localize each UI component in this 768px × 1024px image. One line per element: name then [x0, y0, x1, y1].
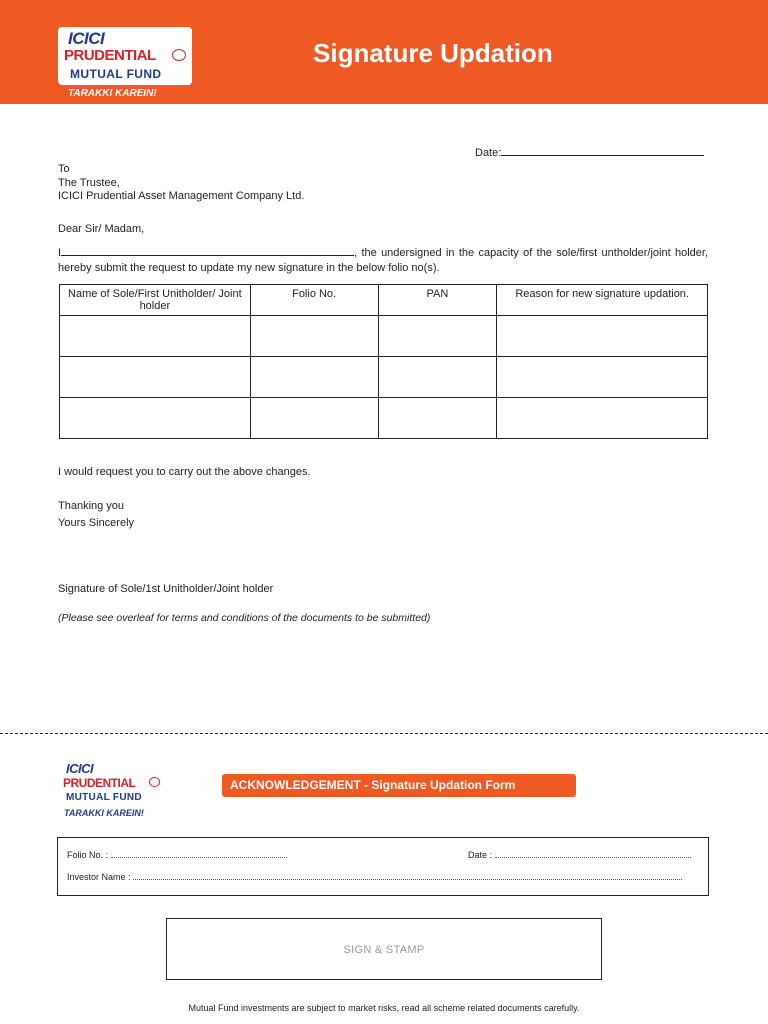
logo-tagline: TARAKKI KAREIN!	[68, 88, 157, 99]
col-header-pan: PAN	[378, 285, 497, 316]
overleaf-note: (Please see overleaf for terms and conditions of the documents to be submitted)	[58, 612, 431, 624]
request-paragraph	[58, 246, 708, 276]
cell-name[interactable]	[60, 398, 251, 439]
cell-reason[interactable]	[497, 316, 708, 357]
ack-date-dots	[495, 850, 691, 858]
logo-icici-text: ICICI	[68, 29, 105, 48]
cell-folio[interactable]	[250, 357, 378, 398]
logo-mutual-fund-text: MUTUAL FUND	[66, 792, 142, 803]
logo-swirl-icon	[149, 777, 160, 787]
logo-icici-text: ICICI	[66, 761, 94, 776]
col-header-reason: Reason for new signature updation.	[497, 285, 708, 316]
footer-disclaimer: Mutual Fund investments are subject to market risks, read all scheme related documents carefully.	[188, 1003, 580, 1013]
cell-pan[interactable]	[378, 398, 497, 439]
ack-investor-dots	[133, 872, 682, 880]
request-text: , the undersigned in the capacity of the sole/first untholder/joint holder, hereby submit the request to update my new signature in the below folio no(s).	[58, 247, 708, 274]
company-name: ICICI Prudential Asset Management Company Ltd.	[58, 190, 305, 202]
logo-prudential-text: PRUDENTIAL	[63, 776, 136, 790]
cell-pan[interactable]	[378, 316, 497, 357]
ack-folio-label: Folio No. :	[67, 850, 109, 860]
page-title: Signature Updation	[313, 38, 553, 68]
logo-tagline: TARAKKI KAREIN!	[64, 808, 144, 818]
ack-folio-dots	[111, 850, 287, 858]
col-header-folio: Folio No.	[250, 285, 378, 316]
logo-swirl-icon	[172, 49, 186, 61]
cell-name[interactable]	[60, 357, 251, 398]
addressee: The Trustee,	[58, 177, 120, 189]
col-header-name: Name of Sole/First Unitholder/ Joint holder	[60, 285, 251, 316]
icici-prudential-logo-small	[58, 760, 164, 818]
table-header-row	[60, 285, 708, 316]
ack-folio-field[interactable]	[67, 850, 287, 860]
table-row	[60, 316, 708, 357]
cut-line	[0, 733, 768, 734]
ack-date-field[interactable]	[468, 850, 691, 860]
cell-name[interactable]	[60, 316, 251, 357]
logo-mutual-fund-text: MUTUAL FUND	[70, 67, 162, 81]
cell-folio[interactable]	[250, 398, 378, 439]
logo-prudential-text: PRUDENTIAL	[64, 47, 156, 64]
cell-folio[interactable]	[250, 316, 378, 357]
acknowledgement-title: ACKNOWLEDGEMENT - Signature Updation Form	[222, 774, 576, 797]
signature-label: Signature of Sole/1st Unitholder/Joint holder	[58, 583, 274, 595]
ack-investor-field[interactable]	[67, 872, 682, 882]
date-line	[501, 147, 704, 156]
cell-reason[interactable]	[497, 357, 708, 398]
cell-pan[interactable]	[378, 357, 497, 398]
table-row	[60, 398, 708, 439]
date-label: Date:	[475, 147, 502, 159]
salutation: Dear Sir/ Madam,	[58, 223, 145, 235]
request-prefix: I	[58, 247, 62, 259]
header-band	[0, 0, 768, 104]
acknowledgement-box	[57, 837, 709, 896]
table-row	[60, 357, 708, 398]
icici-prudential-logo	[58, 27, 192, 99]
thanks-text: Thanking you	[58, 500, 125, 512]
ack-date-label: Date :	[468, 850, 493, 860]
sign-off-text: Yours Sincerely	[58, 517, 135, 529]
date-field[interactable]	[475, 147, 704, 159]
name-fill-line[interactable]	[61, 247, 354, 256]
to-label: To	[58, 163, 70, 175]
sign-stamp-label: SIGN & STAMP	[343, 944, 425, 956]
ack-investor-label: Investor Name :	[67, 872, 131, 882]
closing-request: I would request you to carry out the above changes.	[58, 466, 311, 478]
cell-reason[interactable]	[497, 398, 708, 439]
sign-stamp-box	[166, 918, 602, 980]
folio-table	[59, 284, 708, 439]
